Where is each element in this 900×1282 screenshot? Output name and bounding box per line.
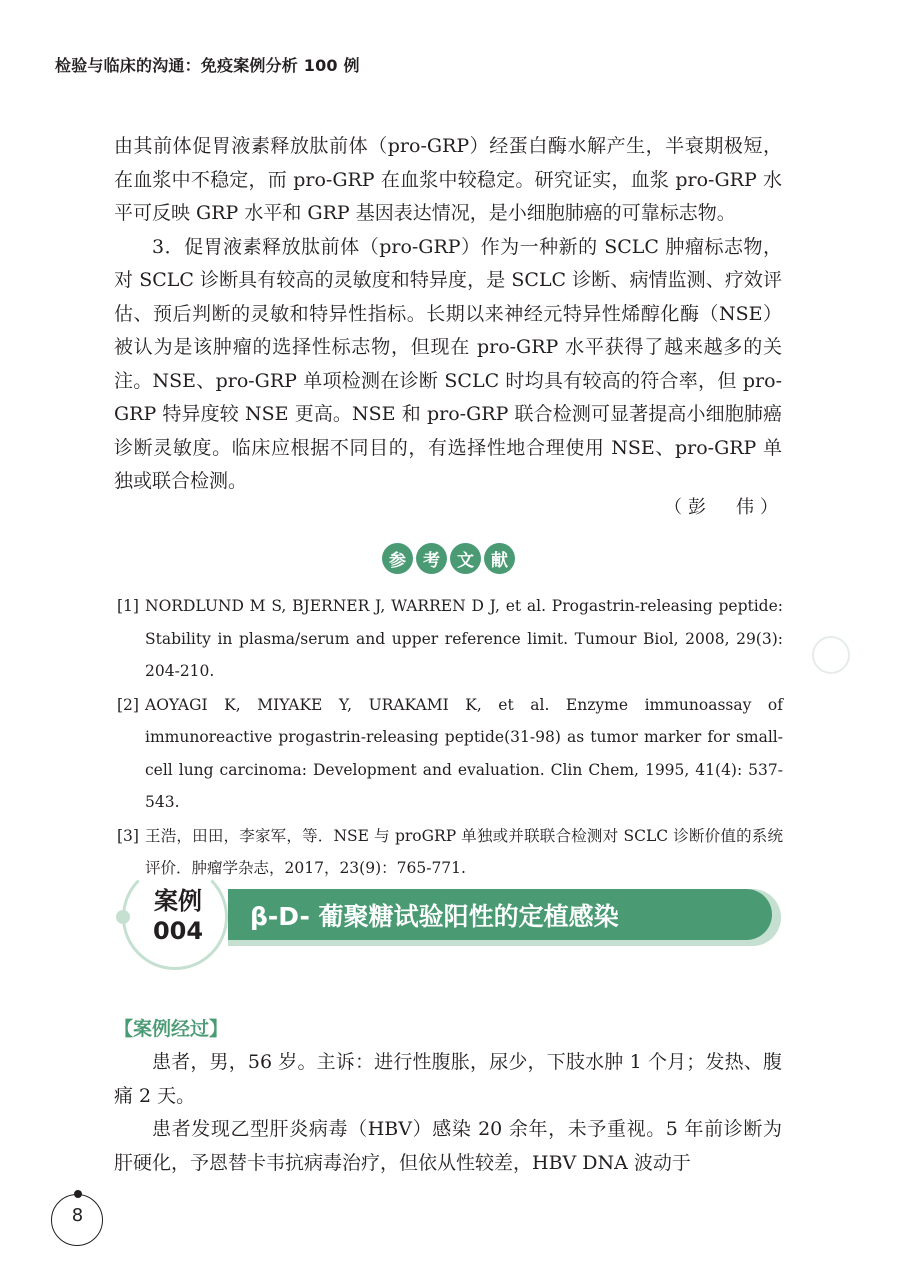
case-title-banner-inner	[228, 889, 772, 940]
page-number: 8	[71, 1205, 84, 1226]
reference-list	[117, 590, 783, 886]
case-badge	[143, 886, 213, 946]
case-title-banner	[228, 889, 781, 946]
case-title: β-D- 葡聚糖试验阳性的定植感染	[250, 901, 619, 931]
article-body	[114, 130, 782, 499]
reference-text: 王浩，田田，李家军，等．NSE 与 proGRP 单独或并联联合检测对 SCLC 诊断价值的系统评价．肿瘤学杂志，2017，23(9)：765-771.	[145, 826, 783, 877]
case-badge-dot	[116, 910, 130, 924]
watermark-icon	[812, 636, 850, 674]
reference-text: AOYAGI K, MIYAKE Y, URAKAMI K, et al. Enzyme immunoassay of immunoreactive progastrin-releasing peptide(31-98) as tumor marker for small-cell lung carcinoma: Development and evaluation. Clin Chem, 1995, 41(4): 537-543.	[145, 695, 783, 811]
paragraph-2: 3．促胃液素释放肽前体（pro-GRP）作为一种新的 SCLC 肿瘤标志物，对 SCLC 诊断具有较高的灵敏度和特异度，是 SCLC 诊断、病情监测、疗效评估、预后判断的灵敏和特异性指标。长期以来神经元特异性烯醇化酶（NSE）被认为是该肿瘤的选择性标志物，但现在 pro-GRP 水平获得了越来越多的关注。NSE、pro-GRP 单项检测在诊断 SCLC 时均具有较高的符合率，但 pro-GRP 特异度较 NSE 更高。NSE 和 pro-GRP 联合检测可显著提高小细胞肺癌诊断灵敏度。临床应根据不同目的，有选择性地合理使用 NSE、pro-GRP 单独或联合检测。	[114, 235, 782, 492]
paragraph-1: 由其前体促胃液素释放肽前体（pro-GRP）经蛋白酶水解产生，半衰期极短，在血浆中不稳定，而 pro-GRP 在血浆中较稳定。研究证实，血浆 pro-GRP 水平可反映 GRP 水平和 GRP 基因表达情况，是小细胞肺癌的可靠标志物。	[114, 135, 782, 224]
reference-number: [2]	[117, 695, 139, 714]
reference-item	[117, 820, 783, 885]
references-title-char: 考	[416, 543, 447, 574]
reference-item	[117, 689, 783, 819]
case-label: 案例	[154, 887, 202, 915]
case-paragraph-1: 患者，男，56 岁。主诉：进行性腹胀，尿少，下肢水肿 1 个月；发热、腹痛 2 天。	[114, 1051, 782, 1107]
references-title-char: 献	[484, 543, 515, 574]
case-paragraph-2: 患者发现乙型肝炎病毒（HBV）感染 20 余年，未予重视。5 年前诊断为肝硬化，予恩替卡韦抗病毒治疗，但依从性较差，HBV DNA 波动于	[114, 1118, 782, 1174]
reference-item	[117, 590, 783, 688]
references-title-char: 文	[450, 543, 481, 574]
page-number-dot	[74, 1190, 82, 1198]
case-number: 004	[152, 917, 204, 945]
reference-number: [3]	[117, 826, 139, 845]
references-title-char: 参	[382, 543, 413, 574]
running-head-title: 检验与临床的沟通：免疫案例分析 100 例	[55, 56, 360, 75]
reference-text: NORDLUND M S, BJERNER J, WARREN D J, et al. Progastrin-releasing peptide: Stability in plasma/serum and upper reference limit. Tumour Biol, 2008, 29(3): 204-210.	[145, 597, 783, 680]
references-title	[382, 543, 515, 574]
section-heading: 【案例经过】	[114, 1018, 229, 1040]
case-body	[114, 1046, 782, 1180]
author-signature: （彭 伟）	[664, 497, 784, 518]
reference-number: [1]	[117, 597, 139, 615]
